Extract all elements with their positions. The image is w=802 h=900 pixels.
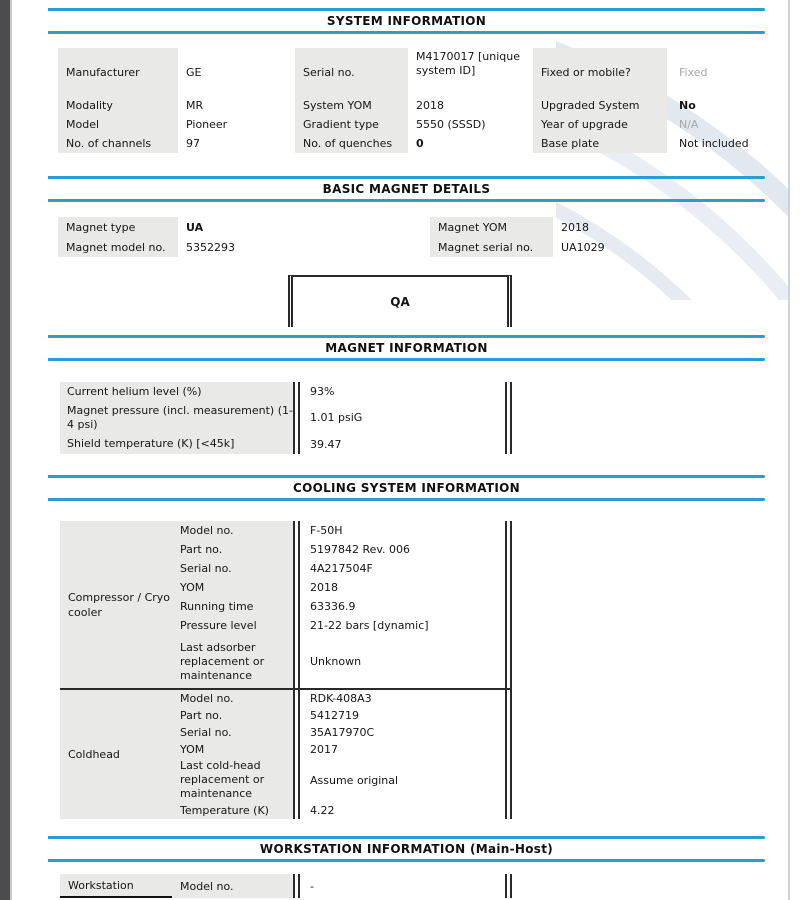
field-value: 39.47 (310, 437, 342, 451)
field-value: 5412719 (310, 709, 359, 722)
field-value: 2017 (310, 743, 338, 756)
magnet-details-right (430, 217, 653, 257)
magnet-details-table (58, 217, 802, 257)
magnet-info-table (60, 382, 802, 454)
section-rule (48, 859, 765, 862)
section-rule (48, 199, 765, 202)
field-value: 5197842 Rev. 006 (310, 543, 411, 556)
field-label: Magnet pressure (incl. measurement) (1-4 psi) (67, 403, 293, 431)
field-label: Upgraded System (533, 96, 667, 115)
section-header-magnet-details (48, 176, 765, 202)
coldhead-row-group (60, 690, 802, 819)
field-value: Unknown (310, 655, 362, 668)
field-label: No. of quenches (295, 134, 408, 153)
cooling-table (60, 521, 802, 819)
field-label: Manufacturer (58, 48, 178, 96)
field-value: 1.01 psiG (310, 411, 363, 424)
field-label: Model (58, 115, 178, 134)
double-line-separator (293, 521, 300, 688)
field-value: RDK-408A3 (310, 692, 372, 705)
compressor-labels (172, 521, 293, 688)
field-value: GE (186, 65, 202, 79)
double-line-separator (505, 521, 512, 688)
field-label: Part no. (180, 542, 223, 556)
field-label: Serial no. (180, 561, 232, 575)
field-value: Assume original (310, 773, 399, 787)
coldhead-labels (172, 690, 293, 819)
field-value: - (310, 879, 314, 893)
section-rule (48, 358, 765, 361)
double-line-separator (293, 382, 300, 454)
field-label: Magnet model no. (58, 237, 178, 257)
field-label: Shield temperature (K) [<45k] (67, 437, 235, 450)
section-header-cooling (48, 475, 765, 501)
field-label: Serial no. (295, 48, 408, 96)
field-value: 63336.9 (310, 600, 356, 613)
field-value: UA (186, 220, 204, 234)
section-rule (48, 498, 765, 501)
field-label: Model no. (180, 523, 234, 537)
group-label: Coldhead (60, 690, 172, 819)
qa-cell (288, 275, 512, 327)
field-value: N/A (679, 118, 699, 131)
compressor-values (300, 521, 505, 688)
field-label: Last cold-head replacement or maintenance (180, 759, 265, 800)
system-info-group-2 (295, 48, 526, 153)
field-label: Fixed or mobile? (533, 48, 667, 96)
field-label: Model no. (180, 691, 234, 705)
section-header-workstation (48, 836, 765, 862)
section-title: WORKSTATION INFORMATION (Main-Host) (259, 842, 554, 856)
field-label: YOM (180, 742, 205, 756)
section-header-system (48, 8, 765, 34)
compressor-row-group (60, 521, 802, 688)
qa-label: QA (390, 295, 410, 309)
magnet-details-left (58, 217, 288, 257)
field-label: Gradient type (295, 115, 408, 134)
field-label: No. of channels (58, 134, 178, 153)
page-right-edge (788, 0, 790, 900)
field-label: Model no. (172, 874, 293, 898)
magnet-info-labels (60, 382, 293, 454)
field-label: Temperature (K) (180, 803, 269, 817)
double-line-separator (505, 690, 512, 819)
field-value: No (679, 99, 696, 112)
window-left-edge (0, 0, 10, 900)
field-label: System YOM (295, 96, 408, 115)
section-title: MAGNET INFORMATION (325, 341, 488, 355)
field-value: Pioneer (186, 118, 228, 131)
field-value: 5550 (SSSD) (416, 118, 486, 131)
system-info-table (58, 48, 802, 153)
field-label: Magnet serial no. (430, 237, 553, 257)
field-label: Magnet YOM (430, 217, 553, 237)
field-value: 93% (310, 385, 335, 398)
section-title: BASIC MAGNET DETAILS (322, 182, 491, 196)
coldhead-values (300, 690, 505, 819)
field-label: Year of upgrade (533, 115, 667, 134)
field-value: 0 (416, 137, 424, 150)
group-label: Compressor / Cryo cooler (60, 521, 172, 688)
field-value: Not included (679, 137, 749, 150)
system-info-group-1 (58, 48, 278, 153)
field-label: YOM (180, 580, 205, 594)
field-value: Fixed (679, 65, 708, 79)
field-value: 4.22 (310, 804, 335, 817)
field-label: Base plate (533, 134, 667, 153)
field-value: 2018 (416, 99, 444, 112)
field-label: Last adsorber replacement or maintenance (180, 640, 265, 682)
system-info-group-3 (533, 48, 787, 153)
field-value: 2018 (310, 581, 338, 594)
field-value: 2018 (561, 220, 589, 234)
window-left-edge-highlight (10, 0, 12, 900)
field-value: UA1029 (561, 240, 605, 254)
section-rule (48, 31, 765, 34)
field-label: Magnet type (58, 217, 178, 237)
field-label: Current helium level (%) (67, 384, 202, 398)
field-label: Running time (180, 599, 254, 613)
double-line-separator (293, 874, 300, 898)
field-label: Modality (58, 96, 178, 115)
field-value: 4A217504F (310, 562, 373, 575)
group-label: Workstation (60, 874, 172, 898)
field-value: 97 (186, 137, 200, 150)
field-label: Part no. (180, 708, 223, 722)
field-label: Pressure level (180, 618, 257, 632)
field-value: 5352293 (186, 240, 235, 254)
double-line-separator (505, 382, 512, 454)
field-value: MR (186, 99, 204, 112)
workstation-table (60, 874, 802, 898)
double-line-separator (505, 874, 512, 898)
double-line-separator (293, 690, 300, 819)
field-value: M4170017 [unique system ID] (416, 50, 520, 77)
field-value: 21-22 bars [dynamic] (310, 619, 429, 632)
section-header-magnet-info (48, 335, 765, 361)
magnet-info-values (300, 382, 505, 454)
field-label: Serial no. (180, 725, 232, 739)
field-value: F-50H (310, 524, 343, 537)
field-value: 35A17970C (310, 726, 375, 739)
section-title: COOLING SYSTEM INFORMATION (292, 481, 520, 495)
section-title: SYSTEM INFORMATION (326, 14, 487, 28)
